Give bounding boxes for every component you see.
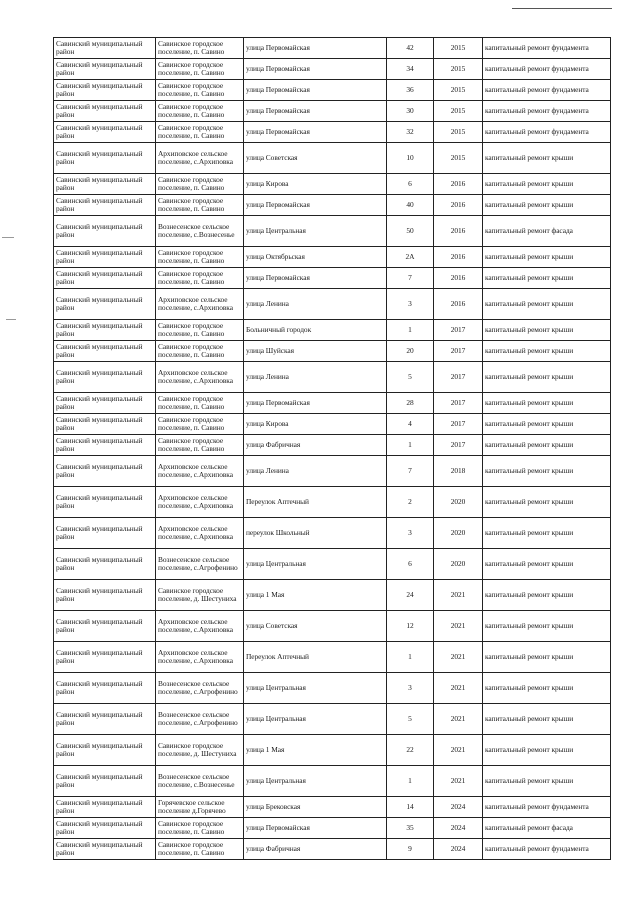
house-number-cell: 20: [387, 341, 434, 362]
district-cell: Савинский муниципальный район: [54, 611, 156, 642]
table-row: [54, 611, 611, 642]
work-type-cell: капитальный ремонт крыши: [483, 247, 611, 268]
street-cell: улица Фабричная: [244, 435, 387, 456]
work-type-cell: капитальный ремонт крыши: [483, 289, 611, 320]
settlement-cell: Вознесенское сельское поселение, с.Агрофенино: [156, 549, 244, 580]
table-row: [54, 414, 611, 435]
table-row: [54, 195, 611, 216]
house-number-cell: 3: [387, 673, 434, 704]
district-cell: Савинский муниципальный район: [54, 839, 156, 860]
table-row: [54, 580, 611, 611]
table-row: [54, 247, 611, 268]
street-cell: улица Центральная: [244, 549, 387, 580]
year-cell: 2021: [434, 735, 483, 766]
district-cell: Савинский муниципальный район: [54, 549, 156, 580]
year-cell: 2015: [434, 122, 483, 143]
house-number-cell: 22: [387, 735, 434, 766]
work-type-cell: капитальный ремонт крыши: [483, 195, 611, 216]
district-cell: Савинский муниципальный район: [54, 59, 156, 80]
settlement-cell: Вознесенское сельское поселение, с.Вознесенье: [156, 216, 244, 247]
work-type-cell: капитальный ремонт фундамента: [483, 797, 611, 818]
district-cell: Савинский муниципальный район: [54, 289, 156, 320]
settlement-cell: Архиповское сельское поселение, с.Архиповка: [156, 518, 244, 549]
year-cell: 2016: [434, 216, 483, 247]
margin-mark: [2, 237, 14, 238]
house-number-cell: 42: [387, 38, 434, 59]
table-row: [54, 101, 611, 122]
house-number-cell: 1: [387, 642, 434, 673]
table-row: [54, 456, 611, 487]
work-type-cell: капитальный ремонт крыши: [483, 414, 611, 435]
margin-mark: [6, 319, 16, 320]
settlement-cell: Савинское городское поселение, п. Савино: [156, 341, 244, 362]
table-row: [54, 59, 611, 80]
work-type-cell: капитальный ремонт крыши: [483, 766, 611, 797]
district-cell: Савинский муниципальный район: [54, 362, 156, 393]
year-cell: 2016: [434, 289, 483, 320]
district-cell: Савинский муниципальный район: [54, 818, 156, 839]
work-type-cell: капитальный ремонт крыши: [483, 143, 611, 174]
work-type-cell: капитальный ремонт крыши: [483, 435, 611, 456]
house-number-cell: 24: [387, 580, 434, 611]
house-number-cell: 7: [387, 456, 434, 487]
table-row: [54, 735, 611, 766]
settlement-cell: Архиповское сельское поселение, с.Архиповка: [156, 611, 244, 642]
district-cell: Савинский муниципальный район: [54, 320, 156, 341]
table-row: [54, 818, 611, 839]
settlement-cell: Архиповское сельское поселение, с.Архиповка: [156, 143, 244, 174]
district-cell: Савинский муниципальный район: [54, 518, 156, 549]
work-type-cell: капитальный ремонт крыши: [483, 362, 611, 393]
house-number-cell: 2А: [387, 247, 434, 268]
year-cell: 2016: [434, 195, 483, 216]
settlement-cell: Архиповское сельское поселение, с.Архиповка: [156, 362, 244, 393]
settlement-cell: Савинское городское поселение, п. Савино: [156, 268, 244, 289]
year-cell: 2021: [434, 766, 483, 797]
settlement-cell: Савинское городское поселение, п. Савино: [156, 818, 244, 839]
table-row: [54, 122, 611, 143]
table-row: [54, 362, 611, 393]
district-cell: Савинский муниципальный район: [54, 38, 156, 59]
work-type-cell: капитальный ремонт крыши: [483, 549, 611, 580]
table-row: [54, 704, 611, 735]
house-number-cell: 10: [387, 143, 434, 174]
table-row: [54, 320, 611, 341]
street-cell: Переулок Аптечный: [244, 642, 387, 673]
table-row: [54, 393, 611, 414]
district-cell: Савинский муниципальный район: [54, 122, 156, 143]
table-row: [54, 766, 611, 797]
house-number-cell: 28: [387, 393, 434, 414]
street-cell: улица Первомайская: [244, 59, 387, 80]
district-cell: Савинский муниципальный район: [54, 435, 156, 456]
work-type-cell: капитальный ремонт фундамента: [483, 80, 611, 101]
street-cell: улица Центральная: [244, 766, 387, 797]
table-row: [54, 797, 611, 818]
table-row: [54, 143, 611, 174]
street-cell: улица Фабричная: [244, 839, 387, 860]
street-cell: улица Первомайская: [244, 268, 387, 289]
work-type-cell: капитальный ремонт фундамента: [483, 38, 611, 59]
work-type-cell: капитальный ремонт крыши: [483, 518, 611, 549]
settlement-cell: Савинское городское поселение, п. Савино: [156, 320, 244, 341]
work-type-cell: капитальный ремонт фундамента: [483, 839, 611, 860]
settlement-cell: Савинское городское поселение, п. Савино: [156, 38, 244, 59]
year-cell: 2016: [434, 268, 483, 289]
house-number-cell: 14: [387, 797, 434, 818]
district-cell: Савинский муниципальный район: [54, 393, 156, 414]
street-cell: улица 1 Мая: [244, 580, 387, 611]
district-cell: Савинский муниципальный район: [54, 195, 156, 216]
house-number-cell: 9: [387, 839, 434, 860]
settlement-cell: Вознесенское сельское поселение, с.Агрофенино: [156, 704, 244, 735]
settlement-cell: Савинское городское поселение, д. Шестуниха: [156, 735, 244, 766]
year-cell: 2017: [434, 393, 483, 414]
street-cell: улица Первомайская: [244, 101, 387, 122]
district-cell: Савинский муниципальный район: [54, 216, 156, 247]
work-type-cell: капитальный ремонт крыши: [483, 704, 611, 735]
street-cell: улица Центральная: [244, 673, 387, 704]
settlement-cell: Архиповское сельское поселение, с.Архиповка: [156, 487, 244, 518]
settlement-cell: Архиповское сельское поселение, с.Архиповка: [156, 289, 244, 320]
year-cell: 2017: [434, 414, 483, 435]
settlement-cell: Савинское городское поселение, п. Савино: [156, 80, 244, 101]
table-row: [54, 435, 611, 456]
table-row: [54, 80, 611, 101]
table-row: [54, 38, 611, 59]
work-type-cell: капитальный ремонт фасада: [483, 818, 611, 839]
house-number-cell: 3: [387, 518, 434, 549]
settlement-cell: Савинское городское поселение, п. Савино: [156, 174, 244, 195]
year-cell: 2020: [434, 518, 483, 549]
street-cell: улица Первомайская: [244, 818, 387, 839]
district-cell: Савинский муниципальный район: [54, 642, 156, 673]
street-cell: улица Ленина: [244, 289, 387, 320]
settlement-cell: Савинское городское поселение, п. Савино: [156, 839, 244, 860]
year-cell: 2015: [434, 80, 483, 101]
street-cell: улица Центральная: [244, 216, 387, 247]
district-cell: Савинский муниципальный район: [54, 704, 156, 735]
house-number-cell: 12: [387, 611, 434, 642]
district-cell: Савинский муниципальный район: [54, 268, 156, 289]
house-number-cell: 35: [387, 818, 434, 839]
street-cell: улица Первомайская: [244, 122, 387, 143]
settlement-cell: Савинское городское поселение, п. Савино: [156, 393, 244, 414]
year-cell: 2015: [434, 59, 483, 80]
year-cell: 2021: [434, 580, 483, 611]
table-row: [54, 839, 611, 860]
house-number-cell: 6: [387, 549, 434, 580]
street-cell: улица Первомайская: [244, 80, 387, 101]
house-number-cell: 1: [387, 320, 434, 341]
street-cell: переулок Школьный: [244, 518, 387, 549]
year-cell: 2015: [434, 38, 483, 59]
street-cell: Переулок Аптечный: [244, 487, 387, 518]
year-cell: 2016: [434, 247, 483, 268]
table-row: [54, 642, 611, 673]
settlement-cell: Вознесенское сельское поселение, с.Вознесенье: [156, 766, 244, 797]
district-cell: Савинский муниципальный район: [54, 247, 156, 268]
year-cell: 2021: [434, 704, 483, 735]
year-cell: 2020: [434, 487, 483, 518]
house-number-cell: 7: [387, 268, 434, 289]
housing-repair-table: [53, 37, 611, 860]
district-cell: Савинский муниципальный район: [54, 101, 156, 122]
house-number-cell: 50: [387, 216, 434, 247]
settlement-cell: Савинское городское поселение, п. Савино: [156, 195, 244, 216]
work-type-cell: капитальный ремонт крыши: [483, 174, 611, 195]
settlement-cell: Горячевское сельское поселение д.Горячево: [156, 797, 244, 818]
work-type-cell: капитальный ремонт фундамента: [483, 101, 611, 122]
district-cell: Савинский муниципальный район: [54, 80, 156, 101]
house-number-cell: 4: [387, 414, 434, 435]
settlement-cell: Савинское городское поселение, п. Савино: [156, 414, 244, 435]
house-number-cell: 34: [387, 59, 434, 80]
year-cell: 2021: [434, 642, 483, 673]
work-type-cell: капитальный ремонт крыши: [483, 393, 611, 414]
street-cell: улица Октябрьская: [244, 247, 387, 268]
house-number-cell: 36: [387, 80, 434, 101]
work-type-cell: капитальный ремонт крыши: [483, 735, 611, 766]
work-type-cell: капитальный ремонт фундамента: [483, 122, 611, 143]
house-number-cell: 1: [387, 766, 434, 797]
year-cell: 2016: [434, 174, 483, 195]
year-cell: 2024: [434, 797, 483, 818]
table-row: [54, 216, 611, 247]
table-row: [54, 341, 611, 362]
year-cell: 2021: [434, 673, 483, 704]
district-cell: Савинский муниципальный район: [54, 414, 156, 435]
house-number-cell: 30: [387, 101, 434, 122]
year-cell: 2017: [434, 341, 483, 362]
house-number-cell: 3: [387, 289, 434, 320]
house-number-cell: 5: [387, 362, 434, 393]
year-cell: 2017: [434, 362, 483, 393]
district-cell: Савинский муниципальный район: [54, 797, 156, 818]
street-cell: улица Первомайская: [244, 393, 387, 414]
year-cell: 2020: [434, 549, 483, 580]
work-type-cell: капитальный ремонт крыши: [483, 673, 611, 704]
year-cell: 2024: [434, 818, 483, 839]
house-number-cell: 32: [387, 122, 434, 143]
settlement-cell: Савинское городское поселение, п. Савино: [156, 122, 244, 143]
street-cell: улица Шуйская: [244, 341, 387, 362]
house-number-cell: 1: [387, 435, 434, 456]
settlement-cell: Савинское городское поселение, п. Савино: [156, 247, 244, 268]
table-row: [54, 289, 611, 320]
work-type-cell: капитальный ремонт крыши: [483, 268, 611, 289]
year-cell: 2018: [434, 456, 483, 487]
district-cell: Савинский муниципальный район: [54, 735, 156, 766]
street-cell: улица Советская: [244, 143, 387, 174]
settlement-cell: Савинское городское поселение, п. Савино: [156, 101, 244, 122]
street-cell: улица Брековская: [244, 797, 387, 818]
settlement-cell: Савинское городское поселение, д. Шестуниха: [156, 580, 244, 611]
work-type-cell: капитальный ремонт крыши: [483, 341, 611, 362]
house-number-cell: 6: [387, 174, 434, 195]
street-cell: улица 1 Мая: [244, 735, 387, 766]
work-type-cell: капитальный ремонт крыши: [483, 580, 611, 611]
work-type-cell: капитальный ремонт фасада: [483, 216, 611, 247]
street-cell: Больничный городок: [244, 320, 387, 341]
work-type-cell: капитальный ремонт крыши: [483, 487, 611, 518]
table-row: [54, 174, 611, 195]
district-cell: Савинский муниципальный район: [54, 673, 156, 704]
street-cell: улица Первомайская: [244, 38, 387, 59]
work-type-cell: капитальный ремонт крыши: [483, 611, 611, 642]
work-type-cell: капитальный ремонт крыши: [483, 456, 611, 487]
table-row: [54, 673, 611, 704]
year-cell: 2017: [434, 435, 483, 456]
work-type-cell: капитальный ремонт крыши: [483, 320, 611, 341]
work-type-cell: капитальный ремонт крыши: [483, 642, 611, 673]
year-cell: 2015: [434, 101, 483, 122]
street-cell: улица Первомайская: [244, 195, 387, 216]
district-cell: Савинский муниципальный район: [54, 341, 156, 362]
year-cell: 2024: [434, 839, 483, 860]
street-cell: улица Ленина: [244, 456, 387, 487]
district-cell: Савинский муниципальный район: [54, 766, 156, 797]
table-row: [54, 487, 611, 518]
settlement-cell: Савинское городское поселение, п. Савино: [156, 59, 244, 80]
table-row: [54, 549, 611, 580]
year-cell: 2017: [434, 320, 483, 341]
district-cell: Савинский муниципальный район: [54, 456, 156, 487]
settlement-cell: Вознесенское сельское поселение, с.Агрофенино: [156, 673, 244, 704]
street-cell: улица Советская: [244, 611, 387, 642]
street-cell: улица Кирова: [244, 414, 387, 435]
table-row: [54, 518, 611, 549]
year-cell: 2021: [434, 611, 483, 642]
street-cell: улица Кирова: [244, 174, 387, 195]
settlement-cell: Савинское городское поселение, п. Савино: [156, 435, 244, 456]
district-cell: Савинский муниципальный район: [54, 143, 156, 174]
house-number-cell: 2: [387, 487, 434, 518]
street-cell: улица Центральная: [244, 704, 387, 735]
scan-mark: [512, 8, 612, 9]
work-type-cell: капитальный ремонт фундамента: [483, 59, 611, 80]
settlement-cell: Архиповское сельское поселение, с.Архиповка: [156, 456, 244, 487]
settlement-cell: Архиповское сельское поселение, с.Архиповка: [156, 642, 244, 673]
district-cell: Савинский муниципальный район: [54, 580, 156, 611]
table-row: [54, 268, 611, 289]
house-number-cell: 5: [387, 704, 434, 735]
district-cell: Савинский муниципальный район: [54, 487, 156, 518]
street-cell: улица Ленина: [244, 362, 387, 393]
house-number-cell: 40: [387, 195, 434, 216]
year-cell: 2015: [434, 143, 483, 174]
district-cell: Савинский муниципальный район: [54, 174, 156, 195]
